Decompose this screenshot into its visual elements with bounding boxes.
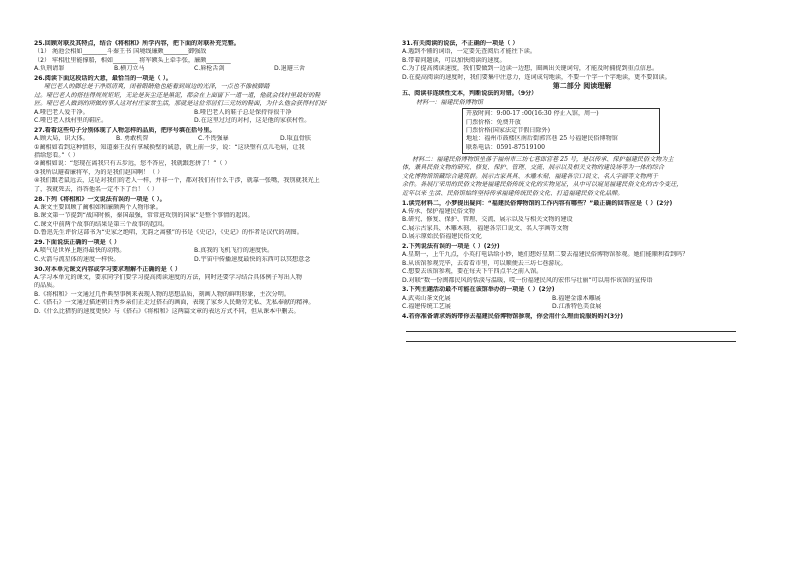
q31-option-a: A.遇到不懂的词语，一定要先查阅后才能往下读。 <box>402 48 536 56</box>
rq1-option-d: D.展示原始民俗福建民俗文化 <box>402 233 482 241</box>
info-address: 地址：福州市鼓楼区南后街郭宫巷 25 号福建民俗博物馆 <box>466 135 618 143</box>
q28-option-a: A.课文主要回顾了蔺相如和廉颇两个人物形象。 <box>34 203 162 211</box>
answer-line-1[interactable] <box>406 322 736 332</box>
q29-option-c: C.火箭与流星体的速度一样快。 <box>34 255 120 263</box>
q28-option-b: B.课文第一节提到“战国时候，秦国最强，常常进攻别的国家”是整个事情的起因。 <box>34 212 254 220</box>
q26-passage-2: 过。哑巴老人的搭挂得规规矩矩，无论是灰尘还是黑泥，都会在上面留下一道一道，他就会找村里最好的鞋 <box>34 91 321 99</box>
rq2-option-d: D.对联“数一份闽都民风的恬淡与温暖，哎一份福建民风的宏伟与壮丽”可以用作该馆的宣传语 <box>402 276 653 284</box>
q27-sentence-4b: 了，我就死去，得答他名一定不下了台！（ ） <box>34 185 158 193</box>
rq3-option-a: A.武夷山茶文化展 <box>402 294 451 302</box>
q29-options-row-1 <box>34 247 390 255</box>
right-column <box>402 40 762 342</box>
museum-info-box <box>462 108 660 154</box>
info-hours: 开放时间：9:00-17 :00(16:30 停止入馆，周一) <box>466 110 599 118</box>
material-one-title: 材料一：福建民俗博物馆 <box>416 98 484 106</box>
rq1-option-b: B.研究、修复、保护、管理、交流、展示以及与相关文物的建设 <box>402 216 573 224</box>
q27-option-a: A.顾大局，识大体。 <box>34 135 89 143</box>
info-ticket-note: 门票价格(国家法定节假日除外) <box>466 126 550 134</box>
info-ticket: 门票价格：免费开放 <box>466 118 521 126</box>
q25-stem: 25.回顾对联及其特点，结合《将相和》所学内容，把下面的对联补充完整。 <box>34 40 240 47</box>
q30-option-a: A.学习本单元的课文，要求同学们要学习提高阅读速度的方法，同时还要学习结合具体例子写出人物 <box>34 274 303 282</box>
material-two-line-4: 余件。各展厅采用的民俗文物是福建民俗传统文化的实物见证，从中可以窥见福建民俗文化的古今变迁， <box>402 181 683 189</box>
q27-options <box>34 135 390 143</box>
q25-line-2: （2） 牢相肚里能撑船，相如________ 将军额头上牵手张，廉颇________ <box>34 56 231 64</box>
q28-option-c: C.课文中前两个故事的结果是第三个故事的起因。 <box>34 220 169 228</box>
q25-options <box>34 65 390 73</box>
q27-sentence-2: ②蔺相如说：“您现在离我只有五步远，您不答应，我就跟您拼了！”（ ） <box>34 160 231 168</box>
q25-option-d: D.退避三舍 <box>274 65 306 73</box>
q27-sentence-1b: 指给您看。”（ ） <box>34 152 79 160</box>
q30-option-d: D.《什么比猎豹的速度更快》与《搭石》《将相和》这两篇文章的表达方式不同，但从课本中删去。 <box>34 307 300 315</box>
material-two-line-5: 近年以来 生活、民俗馆始终坚持传承福建传统民俗文化、打造福建民俗文化品牌。 <box>402 189 624 197</box>
q31-option-d: D.在提高阅读的速度时，我们要集中注意力，连词成句地读，不要一个字一个字地读，更不要回读。 <box>402 73 671 81</box>
q29-stem: 29.下面说法正确的一项是（ ） <box>34 238 121 246</box>
rq1-stem: 1.读完材料二，小梦提出疑问：“福建民俗博物馆的工作内容有哪些？”最正确的回答应是（ ）(2分) <box>402 199 673 207</box>
q31-option-b: B.带着问题读，可以加快阅读的速度。 <box>402 56 506 64</box>
answer-line-2[interactable] <box>406 332 736 342</box>
q27-sentence-3: ③我所以避着廉将军，为的是我们赵国啊！（ ） <box>34 168 164 176</box>
q29-option-b: B.真我的飞机飞行的速度快。 <box>194 247 274 255</box>
rq3-option-d: D.江浙特色美食展 <box>552 303 602 311</box>
q26-option-d: D.在这里过过的对村，这是他的家获村性。 <box>194 117 311 125</box>
rq2-option-a: A.星期一，上午九点，小英打电话给小妙，她们想好星期二要去福建民俗博物馆参观。她们能顺利看到吗？ <box>402 251 689 259</box>
rq1-option-c: C.展示古家具、木雕木刻、 福建各宗口说文、名人字画等文物 <box>402 224 569 232</box>
section-five-heading: 五、阅读非连续性文本，判断说法的对错。（9分） <box>402 90 538 98</box>
q28-option-d: D.鲁迅先生评价这部书为“史家之绝唱，无韵之离骚”的书是《史记》，《史记》的作者是汉代的胡图。 <box>34 229 303 237</box>
q26-stem: 26.阅读下面这段话的大意，最恰当的一项是（ ）。 <box>34 75 172 83</box>
rq3-stem: 3.下列主题活动最不可能在该馆举办的一项是（ ）(2分) <box>402 286 555 294</box>
q30-stem: 30.对本单元课文内容或学习要求理解不正确的是（ ） <box>34 265 181 273</box>
q26-option-a: A.哑巴老人爱干净。 <box>34 108 89 116</box>
rq3-options-row-1 <box>402 295 762 303</box>
q26-passage-1: 哑巴老人的脚总是干净而清爽，闭着眼睛他也能看到周边的光泽，一点也不像被脚踏 <box>44 83 270 91</box>
q25-option-b: B.横刀立马 <box>114 65 145 73</box>
material-two-line-3: 文化博物馆馆藏综合建筑群。展示古家具具、木雕木刻、福建各宗口说文、名人字画等文物两千 <box>402 172 658 180</box>
material-two-line-2: 体，兼具民俗文物的研究、修复、保护、管理、交流、展示以及相关文物的建设场等为一体的综合 <box>402 164 665 172</box>
rq3-option-c: C.福建传统工艺展 <box>402 303 451 311</box>
q26-passage-3: 匠。哑巴老人做到的所做的事人这对村庄家常生活，那就是这位邻居们三元坊的鞋面，为什么他会获得村们好 <box>34 100 327 108</box>
q30-option-c: C.《搭石》一文通过描述朝日秀乡亲们正走过搭石的画面，表现了家乡人民勤劳无私、无私奉献的精神。 <box>34 299 315 307</box>
q27-sentence-4: ④我们跟老鼠远去，这是对我们的老人一样，并非一个，都对我们有什么干涉，就靠一张嘴，我别就我光上 <box>34 177 320 185</box>
q25-option-a: A.负荆请罪 <box>34 65 65 73</box>
rq4-stem: 4.若你准备请求妈妈带你去福建民俗博物馆参观，你会用什么理由说服妈妈?(3分) <box>402 313 623 321</box>
rq2-option-c: C.想要去该馆参观，要在每天下午四点半之前入馆。 <box>402 268 543 276</box>
q28-stem: 28.下列《将相和》一文说法有误的一项是（ ）。 <box>34 195 166 203</box>
rq3-option-b: B.福建金漆木雕展 <box>552 294 601 302</box>
q27-sentence-1: ①蔺相如看到这种情形，知道秦王没有拿城换壁的诚意，就上前一步，说：“这块璧有点儿毛病，让我 <box>34 143 305 151</box>
q27-option-b: B. 勇敢机智 <box>116 135 149 143</box>
q25-option-c: C.唇枪舌剑 <box>194 65 225 73</box>
q29-option-a: A.喷气是世界上跑得最快的动物。 <box>34 247 126 255</box>
q29-option-d: D.宇宙中传播速度最快的东西可以冥想意念 <box>194 255 311 263</box>
q26-options-row-2 <box>34 117 390 125</box>
q29-options-row-2 <box>34 256 390 264</box>
rq3-options-row-2 <box>402 303 762 311</box>
q31-option-c: C.为了提高阅读速度，我们要做到一边读一边想，圈画出关键词句，才能及时捕捉到重点信息。 <box>402 65 659 73</box>
q25-line-1: （1） 渑池会相如________斗秦王书 国境线廉颇________御强敌 <box>34 48 207 56</box>
q31-stem: 31.有关阅读的说法，不正确的一项是（ ） <box>402 40 519 47</box>
info-phone: 联系电话：0591-87519100 <box>466 143 546 151</box>
q26-option-c: C.哑巴老人找村里的鞋匠。 <box>34 117 108 125</box>
q27-option-d: D.取直骨肤 <box>280 135 312 143</box>
q27-stem: 27.看看这些句子分别体现了人物怎样的品质，把序号填在括号里。 <box>34 126 216 134</box>
left-column <box>34 40 390 316</box>
material-two-line-1: 材料二：福建民俗博物馆坐落于福州市三坊七巷郎官巷 25 号，是以传承、保护福建民俗文物为主 <box>412 156 674 164</box>
part-two-heading: 第二部分 阅读理解 <box>552 81 612 90</box>
q30-option-b: B.《将相和》一文通过几件典型事例来表现人物的思想品质，刻画人物的鲜明形象，主次分明。 <box>34 290 290 298</box>
q27-option-c: C.不畏强暴 <box>198 135 229 143</box>
q26-option-b: B.哑巴老人的鞋子总是保持得很干净 <box>194 108 292 116</box>
rq2-stem: 2.下列说法有误的一项是（ ）(2分) <box>402 242 500 250</box>
q26-options-row-1 <box>34 109 390 117</box>
rq1-option-a: A.传承、保护福建民俗文物 <box>402 207 476 215</box>
q30-option-a-cont: 的品质。 <box>34 282 59 290</box>
rq2-option-b: B.从该馆参观完毕，去看看市里，可以顺便去三坊七巷游玩。 <box>402 259 567 267</box>
